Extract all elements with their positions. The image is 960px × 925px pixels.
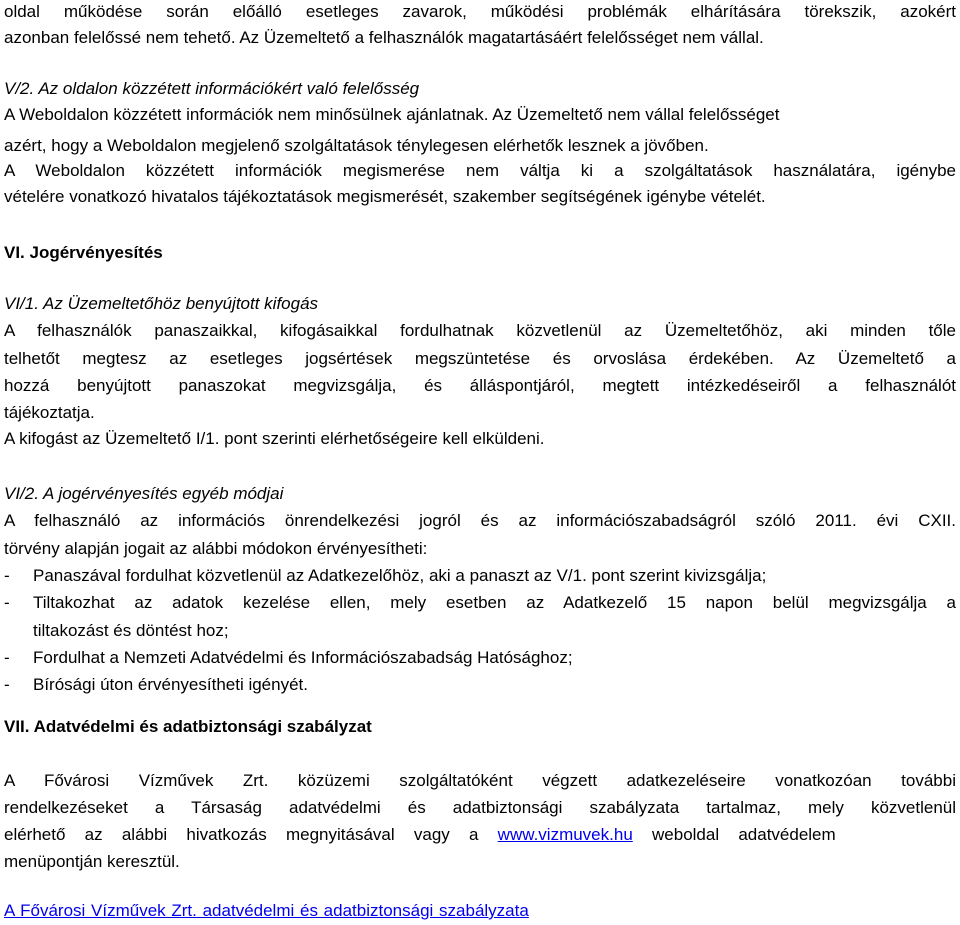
- bullet-dash-2: -: [4, 593, 10, 612]
- s7-line-3-after: weboldal adatvédelem: [632, 825, 836, 844]
- vi1-line-4: tájékoztatja.: [4, 403, 95, 422]
- intro-line-1: oldal működése során előálló esetleges zavarok, működési problémák elhárítására törekszik, azokért: [4, 2, 956, 21]
- bullet-dash-1: -: [4, 566, 10, 585]
- v2-line-2: azért, hogy a Weboldalon megjelenő szolgáltatások ténylegesen elérhetők lesznek a jövőben.: [4, 136, 709, 155]
- s7-line-3-before: elérhető az alábbi hivatkozás megnyitásával vagy a: [4, 825, 498, 844]
- vi1-heading: VI/1. Az Üzemeltetőhöz benyújtott kifogás: [4, 294, 319, 313]
- vi2-heading: VI/2. A jogérvényesítés egyéb módjai: [4, 484, 284, 503]
- data-protection-policy-link[interactable]: A Fővárosi Vízművek Zrt. adatvédelmi és adatbiztonsági szabályzata: [4, 901, 529, 920]
- bullet-1: Panaszával fordulhat közvetlenül az Adatkezelőhöz, aki a panaszt az V/1. pont szerint kivizsgálja;: [33, 566, 767, 585]
- policy-link-line: [4, 900, 956, 922]
- bullet-dash-3: -: [4, 648, 10, 667]
- v2-heading: V/2. Az oldalon közzétett információkért való felelősség: [4, 79, 420, 98]
- vi2-line-2: törvény alapján jogait az alábbi módokon érvényesítheti:: [4, 539, 428, 558]
- s7-line-4: menüpontján keresztül.: [4, 852, 180, 871]
- bullet-3: Fordulhat a Nemzeti Adatvédelmi és Információszabadság Hatósághoz;: [33, 648, 573, 667]
- vizmuvek-website-link[interactable]: www.vizmuvek.hu: [497, 825, 633, 844]
- s7-line-2: rendelkezéseket a Társaság adatvédelmi és adatbiztonsági szabályzata tartalmaz, mely közvetlenül: [4, 798, 956, 817]
- v2-line-1: A Weboldalon közzétett információk nem minősülnek ajánlatnak. Az Üzemeltető nem vállal felelősséget: [4, 105, 780, 124]
- bullet-2-cont: tiltakozást és döntést hoz;: [33, 621, 229, 640]
- s7-line-3: [4, 824, 956, 846]
- v2-line-4: vételére vonatkozó hivatalos tájékoztatások megismerését, szakember segítségének igénybe vételét.: [4, 187, 766, 206]
- section-6-heading: VI. Jogérvényesítés: [4, 243, 163, 262]
- v2-line-3: A Weboldalon közzétett információk megismerése nem váltja ki a szolgáltatások használatára, igénybe: [4, 161, 956, 180]
- bullet-dash-4: -: [4, 675, 10, 694]
- vi1-line-1: A felhasználók panaszaikkal, kifogásaikkal fordulhatnak közvetlenül az Üzemeltetőhöz, aki minden tőle: [4, 321, 956, 340]
- vi1-line-5: A kifogást az Üzemeltető I/1. pont szerinti elérhetőségeire kell elküldeni.: [4, 429, 545, 448]
- vi1-line-3: hozzá benyújtott panaszokat megvizsgálja, és álláspontjáról, megtett intézkedéseiről a felhasználót: [4, 376, 956, 395]
- s7-line-1: A Fővárosi Vízművek Zrt. közüzemi szolgáltatóként végzett adatkezeléseire vonatkozóan további: [4, 771, 956, 790]
- bullet-4: Bírósági úton érvényesítheti igényét.: [33, 675, 308, 694]
- bullet-2: Tiltakozhat az adatok kezelése ellen, mely esetben az Adatkezelő 15 napon belül megvizsgálja a: [33, 593, 956, 612]
- intro-line-2: azonban felelőssé nem tehető. Az Üzemeltető a felhasználók magatartásáért felelősséget nem vállal.: [4, 28, 764, 47]
- section-7-heading: VII. Adatvédelmi és adatbiztonsági szabályzat: [4, 717, 372, 736]
- vi2-line-1: A felhasználó az információs önrendelkezési jogról és az információszabadságról szóló 2011. évi CXII.: [4, 511, 956, 530]
- vi1-line-2: telhetőt megtesz az esetleges jogsértések megszüntetése és orvoslása érdekében. Az Üzemeltető a: [4, 349, 956, 368]
